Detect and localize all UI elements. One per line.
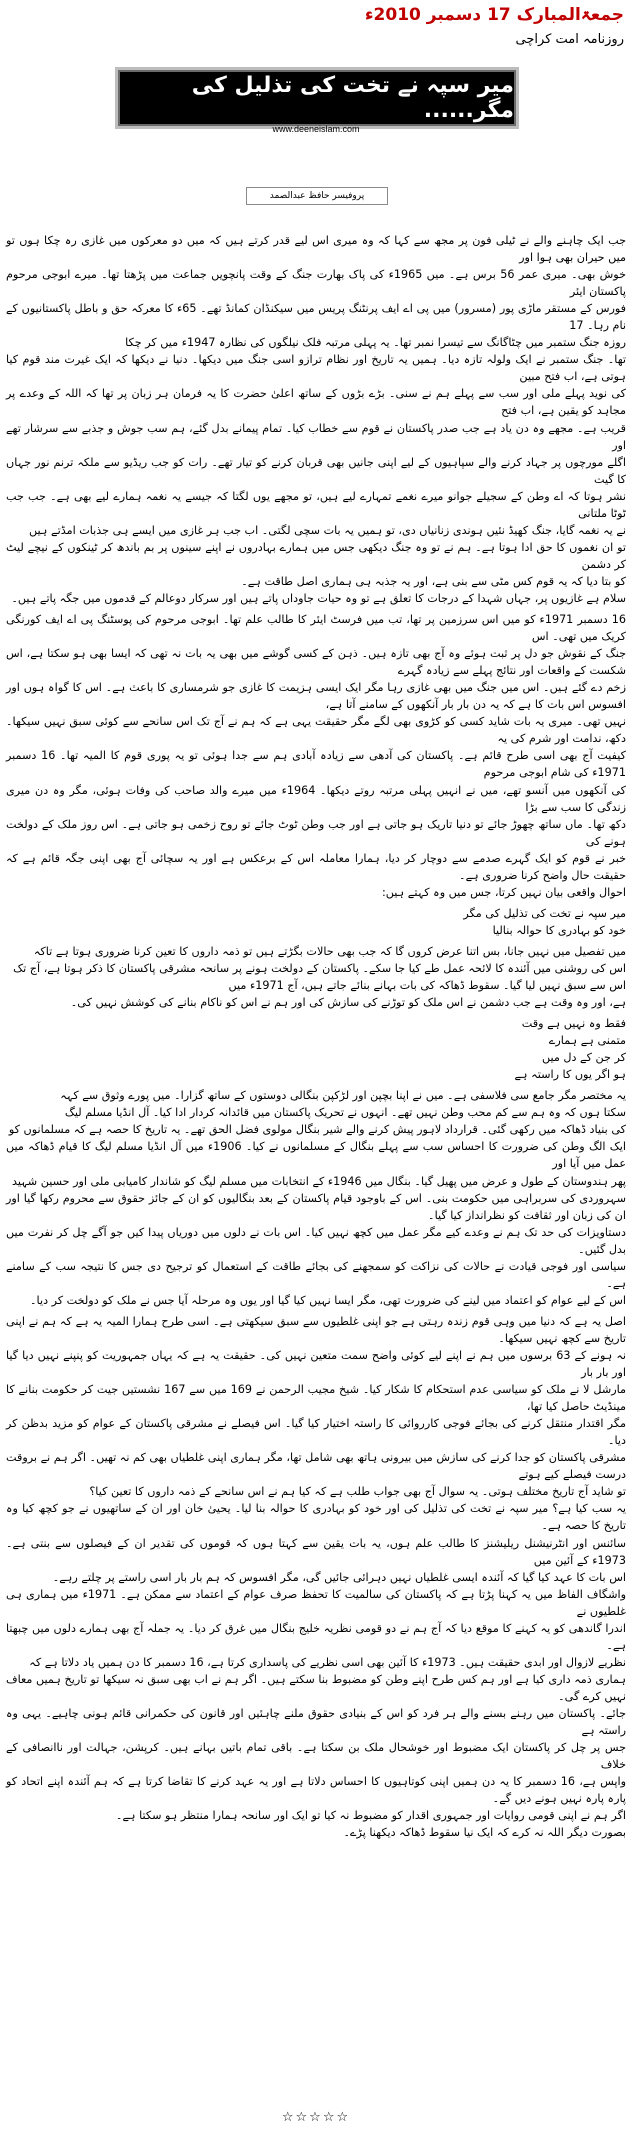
author-byline <box>246 187 388 205</box>
paragraph: 16 دسمبر 1971ء کو میں اس سرزمین پر تھا، تب میں فرسٹ ایئر کا طالب علم تھا۔ ابوجی مرحوم کی پوسٹنگ پی اے ایف کورنگی کریک میں تھی۔ اس جنگ کے نقوش جو دل پر ثبت ہوئے وہ آج بھی تازہ ہیں۔ ذہن کے کسی گوشے میں بھی یہ بات نہ تھی کہ ایسا بھی ہو سکتا ہے، اس شکست کے واقعات اور نتائج پہلے سے زیادہ گہرے زخم دے گئے ہیں۔ اس میں جنگ میں بھی غازی رہا مگر ایک ایسی ہزیمت کا غازی جو شرمساری کا باعث ہے۔ اس کا گواہ ہوں اور افسوس اس بات کا ہے کہ یہ دن بار بار آنکھوں کے سامنے آتا ہے، نہیں تھی۔ میری یہ بات شاید کسی کو کڑوی بھی لگے مگر حقیقت یہی ہے کہ ہم نے آج تک اس سانحے سے کوئی سبق نہیں سیکھا۔ دکھ، ندامت اور شرم کی یہ کیفیت آج بھی اسی طرح قائم ہے۔ پاکستان کی آدھی سے زیادہ آبادی ہم سے جدا ہوئی تو یہ پوری قوم کا المیہ تھا۔ 16 دسمبر 1971ء کی شام ابوجی مرحوم کی آنکھوں میں آنسو تھے، میں نے انہیں پہلی مرتبہ روتے دیکھا۔ 1964ء میں میرے والد صاحب کی وفات ہوئی، مگر وہ دن میری زندگی کا سب سے بڑا دکھ تھا۔ ماں ساتھ چھوڑ جائے تو دنیا تاریک ہو جاتی ہے اور جب وطن ٹوٹ جائے تو روح زخمی ہو جاتی ہے۔ اس روز ملک کے دولخت ہونے کی خبر نے قوم کو ایک گہرے صدمے سے دوچار کر دیا، ہمارا معاملہ اس کے برعکس ہے اور یہ سچائی آج بھی اپنی جگہ قائم ہے کہ حقیقت حال واضح کرنا ضروری ہے۔ احوال واقعی بیان نہیں کرتا، جس میں وہ کہتے ہیں: <box>6 613 627 899</box>
verse: میر سپہ نے تخت کی تذلیل کی مگر خود کو بہادری کا حوالہ بنالیا <box>463 906 626 937</box>
article-body <box>6 232 626 1845</box>
paragraph: میں تفصیل میں نہیں جانا، بس اتنا عرض کروں گا کہ جب بھی حالات بگڑتے ہیں تو ذمہ داروں کا تعین کرنا ضروری ہوتا ہے تاکہ اس کی روشنی میں آئندہ کا لائحہ عمل طے کیا جا سکے۔ پاکستان کے دولخت ہونے پر سانحہ مشرقی پاکستان کا ذکر ہوتا ہے، آج تک اس سے سبق نہیں لیا گیا۔ سقوط ڈھاکہ کی بات بہانے بنائے جاتے ہیں، آج 1971ء میں ہے، اور وہ وقت ہے جب دشمن نے اس ملک کو توڑنے کی سازش کی اور ہم نے اس کو ناکام بنانے کی کوشش نہیں کی۔ <box>13 944 626 1010</box>
website-url: www.deeneislam.com <box>272 124 360 134</box>
article-title: میر سپہ نے تخت کی تذلیل کی مگر...... <box>191 73 514 123</box>
paragraph: جب ایک چاہنے والے نے ٹیلی فون پر مجھ سے کہا کہ وہ میری اس لیے قدر کرتے ہیں کہ میں دو معرکوں میں غازی رہ چکا ہوں تو میں حیران بھی ہوا اور خوش بھی۔ میری عمر 56 برس ہے۔ میں 1965ء کی پاک بھارت جنگ کے وقت پانچویں جماعت میں پڑھتا تھا۔ میرے ابوجی مرحوم پاکستان ایئر فورس کے مستقر ماڑی پور (مسرور) میں پی اے ایف پرنٹنگ پریس میں سیکنڈان کمانڈ تھے۔ 65ء کا معرکہ حق و باطل پاکستانیوں کے نام رہا۔ 17 روزہ جنگ ستمبر میں چٹاگانگ سے تیسرا نمبر تھا۔ یہ پہلی مرتبہ فلک نیلگوں کی نظارہ 1947ء میں کر چکا تھا۔ جنگ ستمبر نے ایک ولولہ تازہ دیا۔ ہمیں یہ تاریخ اور نظام ترازو اسی جنگ میں دیکھا۔ دنیا نے دیکھا کہ ایک غیرت مند قوم کیا ہوتی ہے، اب فتح مبین کی نوید پہلے ملی اور سب سے پہلے ہم نے سنی۔ بڑے بڑوں کے ساتھ اعلیٰ حضرت کا یہ فرمان ہر زبان پر تھا کہ اللہ کے وعدے پر مجاہد کو یقین ہے، اب فتح قریب ہے۔ مجھے وہ دن یاد ہے جب صدر پاکستان نے قوم سے خطاب کیا۔ تمام پیمانے بدل گئے، ہم سب جوش و جذبے سے سرشار تھے اور اگلے مورچوں پر جہاد کرنے والے سپاہیوں کے لیے اپنی جانیں بھی قربان کرنے کو تیار تھے۔ رات کو جب ریڈیو سے ملکہ ترنم نور جہاں کا گیت نشر ہوتا کہ اے وطن کے سجیلے جوانو میرے نغمے تمہارے لیے ہیں، تو مجھے یوں لگتا کہ جیسے یہ نغمہ ہمارے لیے بھی ہے۔ جب جب ٹوٹا ملتانی نے یہ نغمہ گایا، جنگ کھیڈ نئیں ہوندی زنانیاں دی، تو ہمیں یہ بات سچی لگتی۔ اب جب ہر غازی میں ایسے ہی جذبات امڈتے ہیں تو ان نغموں کا حق ادا ہوتا ہے۔ ہم نے تو وہ جنگ دیکھی جس میں ہمارے بہادروں نے اپنے سینوں پر بم باندھ کر ٹینکوں کے نیچے لیٹ کر دشمن کو بتا دیا کہ یہ قوم کس مٹی سے بنی ہے، اور یہ جذبہ ہی ہماری اصل طاقت ہے۔ سلام ہے غازیوں پر، جہاں شہدا کے درجات کا تعلق ہے تو وہ حیات جاوداں پاتے ہیں اور سرکار دوعالم کے قدموں میں جگہ پاتے ہیں۔ <box>6 234 627 605</box>
author-name: پروفیسر حافظ عبدالصمد <box>269 191 365 201</box>
footer-stars: ☆☆☆☆☆ <box>281 2110 351 2125</box>
paragraph: یہ مختصر مگر جامع سی فلاسفی ہے۔ میں نے اپنا بچپن اور لڑکپن بنگالی دوستوں کے ساتھ گزارا۔ میں پورے وثوق سے کہہ سکتا ہوں کہ وہ ہم سے کم محب وطن نہیں تھے۔ انہوں نے تحریک پاکستان میں قائدانہ کردار ادا کیا۔ آل انڈیا مسلم لیگ کی بنیاد ڈھاکہ میں رکھی گئی۔ قرارداد لاہور پیش کرنے والے شیر بنگال مولوی فضل الحق تھے۔ یہ تاریخ کا حصہ ہے کہ مسلمانوں کو ایک الگ وطن کی ضرورت کا احساس سب سے پہلے بنگال کے مسلمانوں نے کیا۔ 1906ء میں آل انڈیا مسلم لیگ کا قیام ڈھاکہ میں عمل میں آیا اور پھر ہندوستان کے طول و عرض میں پھیل گیا۔ بنگال میں 1946ء کے انتخابات میں مسلم لیگ کو شاندار کامیابی ملی اور حسین شہید سہروردی کی سربراہی میں حکومت بنی۔ اس کے باوجود قیام پاکستان کے بعد بنگالیوں کو ان کے جائز حقوق سے محروم رکھا گیا اور ان کی زبان اور ثقافت کو نظرانداز کیا گیا۔ دستاویزات کی حد تک ہم نے وعدے کیے مگر عمل میں کچھ نہیں کیا۔ اس بات نے دلوں میں دوریاں پیدا کیں جو آگے چل کر نفرت میں بدل گئیں۔ سیاسی اور فوجی قیادت نے حالات کی نزاکت کو سمجھنے کی بجائے طاقت کے استعمال کو ترجیح دی جس کا نتیجہ سب کے سامنے ہے۔ اس کے لیے عوام کو اعتماد میں لینے کی ضرورت تھی، مگر ایسا نہیں کیا گیا اور یوں وہ مرحلہ آیا جس نے ملک کو دولخت کر دیا۔ <box>6 1089 626 1307</box>
newspaper-source: روزنامہ امت کراچی <box>515 32 624 47</box>
publication-date: جمعۃالمبارک 17 دسمبر 2010ء <box>364 5 624 25</box>
paragraph: اصل یہ ہے کہ دنیا میں وہی قوم زندہ رہتی ہے جو اپنی غلطیوں سے سبق سیکھتی ہے۔ اسی طرح ہمارا المیہ یہ ہے کہ ہم نے اپنی تاریخ سے کچھ نہیں سیکھا۔ نہ ہونے کے 63 برسوں میں ہم نے اپنے لیے کوئی واضح سمت متعین نہیں کی۔ حقیقت یہ ہے کہ یہاں جمہوریت کو پنپنے نہیں دیا گیا اور بار بار مارشل لا نے ملک کو سیاسی عدم استحکام کا شکار کیا۔ شیخ مجیب الرحمن نے 169 میں سے 167 نشستیں جیت کر حکومت بنانے کا مینڈیٹ حاصل کیا تھا، مگر اقتدار منتقل کرنے کی بجائے فوجی کارروائی کا راستہ اختیار کیا گیا۔ اس فیصلے نے مشرقی پاکستان کے عوام کو مزید بدظن کر دیا۔ مشرقی پاکستان کو جدا کرنے کی سازش میں بیرونی ہاتھ بھی شامل تھا، مگر ہماری اپنی غلطیاں بھی کم نہ تھیں۔ اگر ہم نے بروقت درست فیصلے کیے ہوتے تو شاید آج تاریخ مختلف ہوتی۔ یہ سوال آج بھی جواب طلب ہے کہ کیا ہم نے اس سانحے کے ذمہ داروں کا تعین کیا؟ یہ سب کیا ہے؟ میر سپہ نے تخت کی تذلیل کی اور خود کو بہادری کا حوالہ بنا لیا۔ یحییٰ خان اور ان کے ساتھیوں نے جو کچھ کیا وہ تاریخ کا حصہ ہے۔ سائنس اور انٹرنیشنل ریلیشنز کا طالب علم ہوں، یہ بات یقین سے کہتا ہوں کہ قوموں کی تقدیر ان کے فیصلوں سے بنتی ہے۔ 1973ء کے آئین میں اس بات کا عہد کیا گیا کہ آئندہ ایسی غلطیاں نہیں دہرائی جائیں گی، مگر افسوس کہ ہم بار بار اسی راستے پر چلتے رہے۔ واشگاف الفاظ میں یہ کہنا پڑتا ہے کہ پاکستان کی سالمیت کا تحفظ صرف عوام کے اعتماد سے ممکن ہے۔ 1971ء میں ہماری ہی غلطیوں نے اندرا گاندھی کو یہ کہنے کا موقع دیا کہ آج ہم نے دو قومی نظریہ خلیج بنگال میں غرق کر دیا۔ یہ جملہ آج بھی ہمارے دلوں میں چبھتا ہے۔ نظریے لازوال اور ابدی حقیقت ہیں۔ 1973ء کا آئین بھی اسی نظریے کی پاسداری کرتا ہے، 16 دسمبر کا دن ہمیں یاد دلاتا ہے کہ ہماری ذمہ داری کیا ہے اور ہم کس طرح اپنے وطن کو مضبوط بنا سکتے ہیں۔ اگر ہم نے اب بھی سبق نہ سیکھا تو تاریخ ہمیں معاف نہیں کرے گی۔ جائے۔ پاکستان میں رہنے بسنے والے ہر فرد کو اس کے بنیادی حقوق ملنے چاہئیں اور قانون کی حکمرانی قائم ہونی چاہیے۔ یہی وہ راستہ ہے جس پر چل کر پاکستان ایک مضبوط اور خوشحال ملک بن سکتا ہے۔ باقی تمام باتیں بہانے ہیں۔ کرپشن، جہالت اور ناانصافی کے خلاف واپس ہے، 16 دسمبر کا یہ دن ہمیں اپنی کوتاہیوں کا احساس دلاتا ہے اور یہ عہد کرنے کا تقاضا کرتا ہے کہ ہم آئندہ اپنے اتحاد کو پارہ پارہ نہیں ہونے دیں گے۔ اگر ہم نے اپنی قومی روایات اور جمہوری اقدار کو مضبوط نہ کیا تو ایک اور سانحہ ہمارا منتظر ہو سکتا ہے۔ بصورت دیگر اللہ نہ کرے کہ ایک نیا سقوط ڈھاکہ دیکھنا پڑے۔ <box>6 1314 627 1840</box>
article-title-banner <box>118 70 516 126</box>
verse: فقط وہ نہیں ہے وقت متمنی ہے ہمارے کر جن کے دل میں ہو اگر یوں کا راستہ ہے <box>514 1017 626 1082</box>
